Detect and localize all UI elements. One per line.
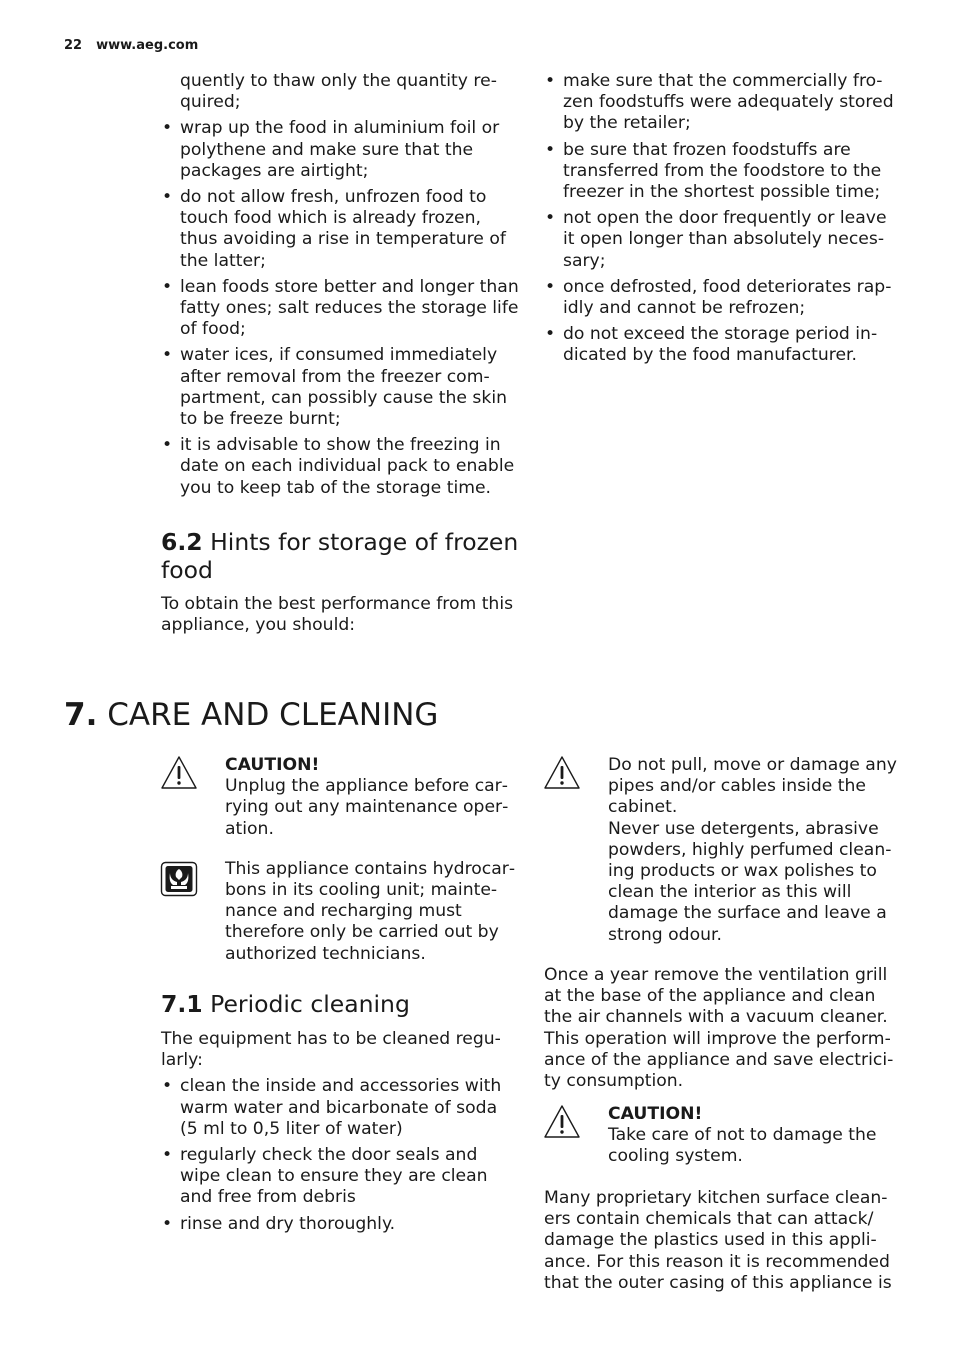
left-column-top: [161, 71, 519, 636]
warning-triangle-icon: [543, 1104, 581, 1140]
section-7-1-intro: The equipment has to be cleaned regularly:: [161, 1029, 501, 1071]
right-column-top: [544, 71, 900, 372]
list-item: • regularly check the door seals and wipe clean to ensure they are clean and free from debris: [161, 1145, 519, 1209]
caution-label: CAUTION!: [225, 755, 320, 775]
section-6-2-intro: To obtain the best performance from this appliance, you should:: [161, 593, 514, 636]
list-item: • do not allow fresh, unfrozen food to touch food which is already frozen, thus avoiding a rise in temperature of the latter;: [161, 187, 519, 272]
section-title: Hints for storage of frozen food: [161, 527, 519, 584]
warning-triangle-icon: [543, 755, 581, 791]
list-item: • water ices, if consumed immediately after removal from the freezer compartment, can possibly cause the skin to be freeze burnt;: [161, 345, 519, 430]
warning-text-line-1: Do not pull, move or damage any pipes and/or cables inside the cabinet.: [608, 755, 897, 818]
caution-label: CAUTION!: [608, 1104, 703, 1124]
ventilation-paragraph: Once a year remove the ventilation grill at the base of the appliance and clean the air channels with a vacuum cleaner. This operation will improve the performance of the appliance and save electricity consumption.: [544, 965, 894, 1092]
cleaners-paragraph: Many proprietary kitchen surface cleaners contain chemicals that can attack/ damage the plastics used in this appliance. For this reason it is recommended that the outer casing of this appliance is: [544, 1188, 892, 1293]
caution-note-3: [608, 1104, 900, 1168]
chapter-number: 7.: [64, 697, 98, 733]
chapter-title: CARE AND CLEANING: [107, 697, 439, 733]
warning-note-2: [608, 755, 900, 946]
site-url: www.aeg.com: [96, 38, 199, 53]
frozen-storage-tips-list: [544, 71, 900, 367]
caution-text: Unplug the appliance before carrying out any maintenance operation.: [225, 776, 509, 839]
section-number: 7.1: [161, 990, 203, 1018]
list-item: • clean the inside and accessories with warm water and bicarbonate of soda (5 ml to 0,5 liter of water): [161, 1076, 519, 1140]
list-item: • it is advisable to show the freezing in date on each individual pack to enable you to keep tab of the storage time.: [161, 435, 519, 499]
left-column-bottom: [225, 755, 519, 965]
caution-note-1: [225, 755, 519, 840]
caution-note-3-block: [608, 1104, 900, 1168]
list-item: • rinse and dry thoroughly.: [161, 1214, 519, 1235]
list-item: • do not exceed the storage period indicated by the food manufacturer.: [544, 324, 900, 366]
list-item: • lean foods store better and longer than fatty ones; salt reduces the storage life of food;: [161, 277, 519, 341]
page-number: 22: [64, 38, 83, 53]
section-7-1-block: [161, 990, 519, 1240]
continuation-text: quently to thaw only the quantity required;: [180, 71, 497, 113]
chapter-7-heading: [64, 693, 438, 737]
section-6-2-heading: [161, 528, 519, 584]
freezing-tips-list: [161, 118, 519, 498]
cleaners-paragraph-block: [544, 1188, 900, 1294]
caution-text: Take care of not to damage the cooling system.: [608, 1125, 877, 1167]
section-7-1-heading: [161, 990, 519, 1018]
ventilation-paragraph-block: [544, 965, 900, 1092]
periodic-cleaning-list: [161, 1076, 519, 1234]
environment-text: This appliance contains hydrocarbons in its cooling unit; maintenance and recharging must therefore only be carried out by authorized technicians.: [225, 858, 516, 964]
warning-note-2-block: [608, 755, 900, 946]
section-number: 6.2: [161, 527, 203, 556]
list-item: • once defrosted, food deteriorates rapidly and cannot be refrozen;: [544, 277, 900, 319]
environment-note: [225, 859, 519, 965]
list-item: • be sure that frozen foodstuffs are transferred from the foodstore to the freezer in the shortest possible time;: [544, 140, 900, 204]
warning-triangle-icon: [160, 755, 198, 791]
list-item: • wrap up the food in aluminium foil or polythene and make sure that the packages are airtight;: [161, 118, 519, 182]
page-header: [64, 38, 198, 53]
warning-text-line-2: Never use detergents, abrasive powders, highly perfumed cleaning products or wax polishes to clean the interior as this will damage the surface and leave a strong odour.: [608, 818, 892, 945]
section-title: Periodic cleaning: [210, 990, 410, 1018]
environment-hands-plant-icon: [160, 861, 198, 897]
list-item: • not open the door frequently or leave it open longer than absolutely necessary;: [544, 208, 900, 272]
list-item: • make sure that the commercially frozen foodstuffs were adequately stored by the retailer;: [544, 71, 900, 135]
